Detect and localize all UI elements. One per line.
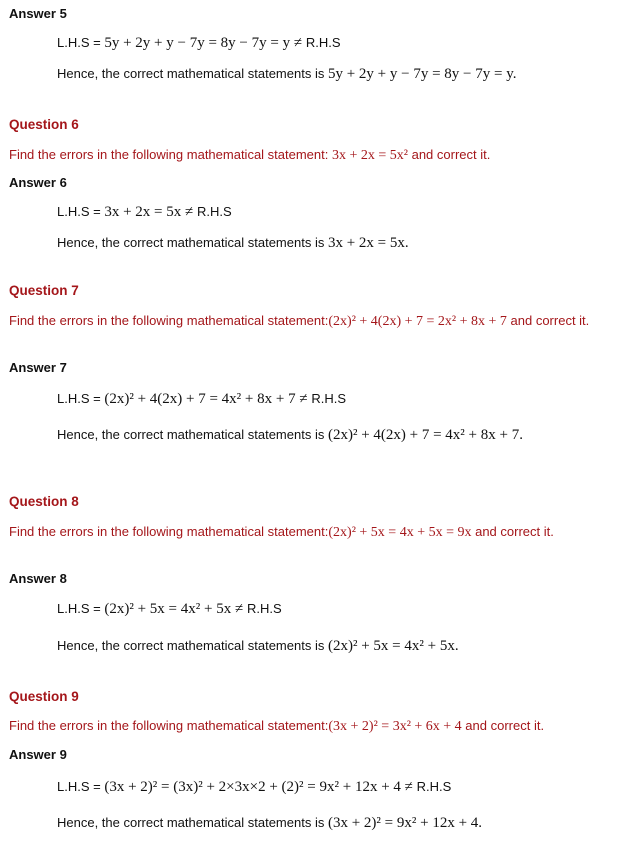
question-suffix: and correct it. — [506, 313, 590, 328]
lhs-expression: (3x + 2)² = (3x)² + 2×3x×2 + (2)² = 9x² + 12x + 4 ≠ — [104, 779, 417, 795]
lhs-label: L.H.S = — [57, 35, 105, 50]
answer-7-conclusion — [57, 427, 523, 444]
hence-expression: 3x + 2x = 5x. — [327, 235, 409, 251]
answer-6-conclusion — [57, 235, 409, 252]
rhs-label: R.H.S — [416, 779, 452, 794]
hence-label: Hence, the correct mathematical statements is — [57, 66, 328, 81]
answer-8-lhs — [57, 601, 282, 618]
question-suffix: and correct it. — [461, 718, 545, 733]
lhs-expression: 5y + 2y + y − 7y = 8y − 7y = y ≠ — [104, 35, 306, 51]
question-8-heading: Question 8 — [9, 494, 79, 509]
answer-9-lhs — [57, 779, 451, 796]
question-suffix: and correct it. — [471, 524, 554, 539]
question-prefix: Find the errors in the following mathematical statement: — [9, 718, 329, 733]
question-prefix: Find the errors in the following mathematical statement: — [9, 524, 329, 539]
question-9-text — [9, 717, 627, 736]
question-suffix: and correct it. — [407, 147, 491, 162]
question-expression: (2x)² + 4(2x) + 7 = 2x² + 8x + 7 — [328, 314, 507, 329]
answer-7-lhs — [57, 391, 346, 408]
question-prefix: Find the errors in the following mathematical statement: — [9, 313, 329, 328]
rhs-label: R.H.S — [305, 35, 341, 50]
answer-5-conclusion — [57, 66, 517, 83]
lhs-label: L.H.S = — [57, 601, 105, 616]
answer-7-heading: Answer 7 — [9, 360, 67, 375]
hence-expression: 5y + 2y + y − 7y = 8y − 7y = y. — [327, 66, 517, 82]
hence-expression: (2x)² + 4(2x) + 7 = 4x² + 8x + 7. — [327, 427, 523, 443]
question-expression: 3x + 2x = 5x² — [331, 148, 408, 163]
answer-9-conclusion — [57, 815, 482, 832]
hence-expression: (3x + 2)² = 9x² + 12x + 4. — [327, 815, 483, 831]
question-expression: (2x)² + 5x = 4x + 5x = 9x — [328, 525, 472, 540]
hence-expression: (2x)² + 5x = 4x² + 5x. — [327, 638, 459, 654]
hence-label: Hence, the correct mathematical statements is — [57, 427, 328, 442]
rhs-label: R.H.S — [311, 391, 347, 406]
question-prefix: Find the errors in the following mathematical statement: — [9, 147, 332, 162]
answer-5-heading: Answer 5 — [9, 6, 67, 21]
rhs-label: R.H.S — [246, 601, 282, 616]
answer-6-lhs — [57, 204, 232, 221]
answer-5-lhs — [57, 35, 341, 52]
hence-label: Hence, the correct mathematical statements is — [57, 815, 328, 830]
question-7-heading: Question 7 — [9, 283, 79, 298]
lhs-label: L.H.S = — [57, 204, 105, 219]
lhs-expression: (2x)² + 5x = 4x² + 5x ≠ — [104, 601, 247, 617]
lhs-expression: (2x)² + 4(2x) + 7 = 4x² + 8x + 7 ≠ — [104, 391, 312, 407]
question-7-text — [9, 312, 627, 331]
question-8-text — [9, 523, 627, 542]
hence-label: Hence, the correct mathematical statements is — [57, 638, 328, 653]
answer-9-heading: Answer 9 — [9, 747, 67, 762]
answer-6-heading: Answer 6 — [9, 175, 67, 190]
lhs-label: L.H.S = — [57, 779, 105, 794]
answer-8-conclusion — [57, 638, 459, 655]
answer-8-heading: Answer 8 — [9, 571, 67, 586]
question-9-heading: Question 9 — [9, 689, 79, 704]
lhs-expression: 3x + 2x = 5x ≠ — [104, 204, 197, 220]
rhs-label: R.H.S — [196, 204, 232, 219]
hence-label: Hence, the correct mathematical statements is — [57, 235, 328, 250]
question-6-text — [9, 146, 627, 165]
question-expression: (3x + 2)² = 3x² + 6x + 4 — [328, 719, 462, 734]
lhs-label: L.H.S = — [57, 391, 105, 406]
question-6-heading: Question 6 — [9, 117, 79, 132]
